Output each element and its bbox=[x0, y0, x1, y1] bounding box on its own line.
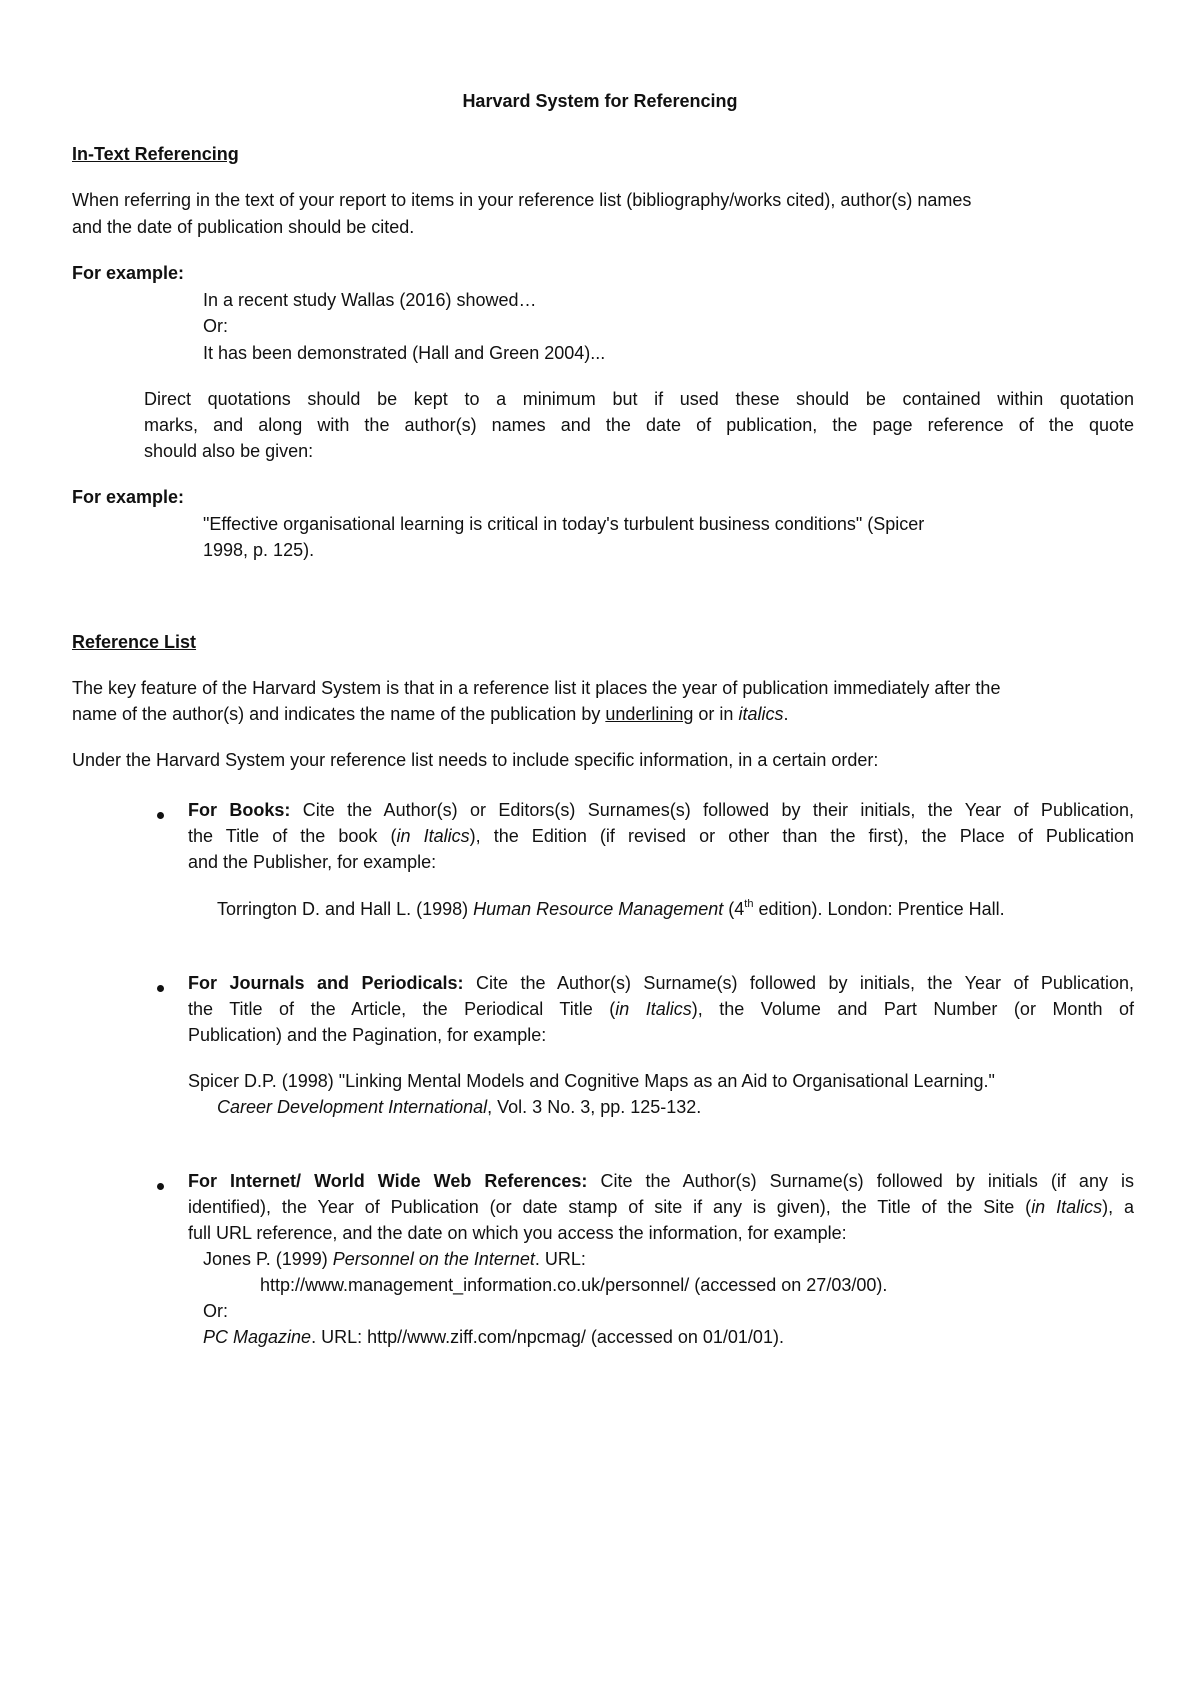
internet-example2: PC Magazine. URL: http//www.ziff.com/npcmag/ (accessed on 01/01/01). bbox=[203, 1327, 784, 1347]
books-line1: For Books: Cite the Author(s) or Editors(s) Surnames(s) followed by their initials, the Year of Publication, bbox=[188, 800, 1134, 820]
journals-line1: For Journals and Periodicals: Cite the Author(s) Surname(s) followed by initials, the Year of Publication, bbox=[188, 973, 1134, 993]
in-text-intro-line2: and the date of publication should be cited. bbox=[72, 217, 415, 237]
journals-line2: the Title of the Article, the Periodical Title (in Italics), the Volume and Part Number (or Month of bbox=[188, 999, 1134, 1019]
underlining-word: underlining bbox=[605, 704, 694, 724]
direct-quotation-line2: marks, and along with the author(s) names and the date of publication, the page reference of the quote bbox=[144, 415, 1134, 435]
example1-line2: It has been demonstrated (Hall and Green 2004)... bbox=[203, 343, 606, 363]
direct-quotation-line1: Direct quotations should be kept to a minimum but if used these should be contained within quotation bbox=[144, 389, 1134, 409]
internet-line2: identified), the Year of Publication (or date stamp of site if any is given), the Title of the Site (in Italics), a bbox=[188, 1197, 1134, 1217]
books-example: Torrington D. and Hall L. (1998) Human Resource Management (4th edition). London: Prentice Hall. bbox=[217, 898, 1005, 919]
bullet-internet bbox=[157, 1183, 164, 1190]
internet-example1-url: http://www.management_information.co.uk/personnel/ (accessed on 27/03/00). bbox=[260, 1275, 888, 1295]
quote-example-line1: "Effective organisational learning is critical in today's turbulent business conditions" (Spicer bbox=[203, 514, 925, 534]
example1-line1: In a recent study Wallas (2016) showed… bbox=[203, 290, 537, 310]
books-line3: and the Publisher, for example: bbox=[188, 852, 437, 872]
reference-list-heading: Reference List bbox=[72, 632, 197, 652]
books-line2: the Title of the book (in Italics), the Edition (if revised or other than the first), the Place of Publication bbox=[188, 826, 1134, 846]
journals-line3: Publication) and the Pagination, for example: bbox=[188, 1025, 547, 1045]
in-text-intro-line1: When referring in the text of your report to items in your reference list (bibliography/works cited), author(s) names bbox=[72, 190, 972, 210]
page-title: Harvard System for Referencing bbox=[462, 91, 738, 111]
journals-example-line2: Career Development International, Vol. 3 No. 3, pp. 125-132. bbox=[217, 1097, 702, 1117]
for-example-label-2: For example: bbox=[72, 487, 185, 507]
example1-or: Or: bbox=[203, 316, 228, 336]
direct-quotation-line3: should also be given: bbox=[144, 441, 314, 461]
internet-example1: Jones P. (1999) Personnel on the Internet. URL: bbox=[203, 1249, 586, 1269]
key-feature-line1: The key feature of the Harvard System is that in a reference list it places the year of publication immediately after the bbox=[72, 678, 1001, 698]
bullet-books bbox=[157, 812, 164, 819]
for-example-label-1: For example: bbox=[72, 263, 185, 283]
key-feature-line2: name of the author(s) and indicates the name of the publication by underlining or in italics. bbox=[72, 704, 789, 724]
internet-line1: For Internet/ World Wide Web References: Cite the Author(s) Surname(s) followed by initials (if any is bbox=[188, 1171, 1134, 1191]
bullet-journals bbox=[157, 985, 164, 992]
in-text-heading: In-Text Referencing bbox=[72, 144, 239, 164]
internet-or: Or: bbox=[203, 1301, 228, 1321]
quote-example-line2: 1998, p. 125). bbox=[203, 540, 315, 560]
italics-word: italics bbox=[738, 704, 784, 724]
journals-example-line1: Spicer D.P. (1998) "Linking Mental Models and Cognitive Maps as an Aid to Organisational Learning." bbox=[188, 1071, 995, 1091]
internet-line3: full URL reference, and the date on which you access the information, for example: bbox=[188, 1223, 847, 1243]
under-harvard-line: Under the Harvard System your reference list needs to include specific information, in a certain order: bbox=[72, 750, 879, 770]
